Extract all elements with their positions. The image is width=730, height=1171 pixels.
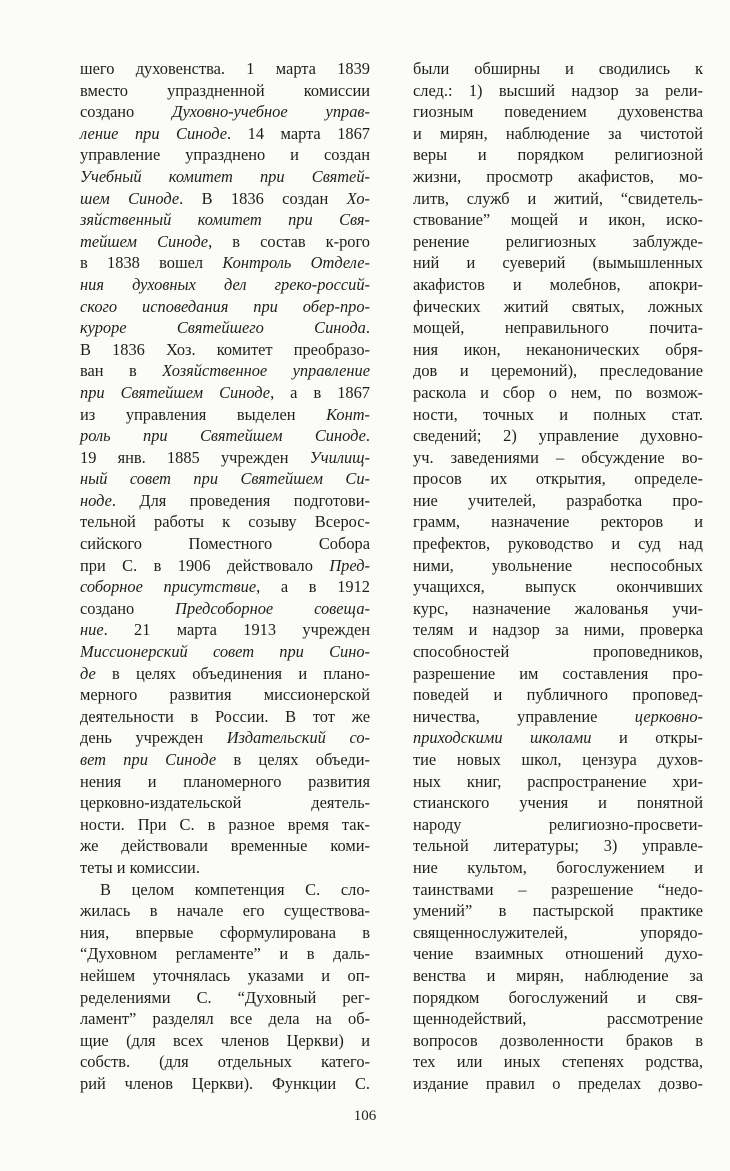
text-line (413, 123, 703, 145)
text-line (80, 166, 370, 188)
text-segment: чение взаимных отношений духо- (413, 944, 703, 964)
text-line (413, 879, 703, 901)
text-segment: ределениями С. “Духовный рег- (80, 987, 370, 1007)
text-segment: создано (80, 102, 173, 122)
text-line (413, 598, 703, 620)
text-line (413, 252, 703, 274)
italic-term: Хозяйственное управление (162, 361, 370, 381)
text-segment: . (365, 426, 370, 446)
text-line (80, 576, 370, 598)
text-segment: вопросов дозволенности браков в (413, 1030, 703, 1050)
text-segment: , а в 1912 (256, 577, 370, 597)
text-segment: ван в (80, 361, 163, 381)
text-line (413, 447, 703, 469)
text-line (80, 706, 370, 728)
text-segment: курс, назначение жалованья учи- (413, 598, 703, 618)
text-line (413, 771, 703, 793)
text-line (413, 404, 703, 426)
text-line (413, 1030, 703, 1052)
text-segment: ных книг, распространение хри- (413, 771, 703, 791)
text-line (80, 857, 370, 879)
text-line (80, 814, 370, 836)
text-segment: ний и суеверий (вымышленных (413, 253, 703, 273)
text-segment: ние культом, богослужением и (413, 857, 703, 877)
text-segment: сийского Поместного Собора (80, 534, 370, 554)
text-segment: были обширны и сводились к (413, 59, 703, 78)
text-segment: день учрежден (80, 728, 227, 748)
text-line (80, 58, 370, 80)
text-segment: деятельности в России. В тот же (80, 706, 370, 726)
text-line (80, 425, 370, 447)
text-line (413, 555, 703, 577)
text-segment: венства и мирян, наблюдение за (413, 965, 703, 985)
text-line (413, 922, 703, 944)
text-segment: в целях объединения и плано- (95, 663, 370, 683)
text-segment: теты и комиссии. (80, 857, 200, 877)
text-line (80, 900, 370, 922)
italic-term: ния духовных дел греко-россий- (80, 274, 370, 294)
text-segment: умений” в пастырской практике (413, 901, 703, 921)
text-segment: префектов, руководство и суд над (413, 534, 703, 554)
text-segment: создано (80, 598, 176, 618)
text-line (80, 943, 370, 965)
italic-term: Миссионерский совет при Сино- (80, 642, 370, 662)
text-line (413, 619, 703, 641)
italic-term: ского исповедания при обер-про- (80, 296, 370, 316)
text-line (80, 771, 370, 793)
text-segment: грамм, назначение ректоров и (413, 512, 703, 532)
text-line (413, 792, 703, 814)
text-line (413, 490, 703, 512)
text-segment: тие новых школ, цензура духов- (413, 750, 703, 769)
text-line (413, 663, 703, 685)
text-segment: , а в 1867 (270, 382, 371, 402)
italic-term: Духовно-учебное управ- (172, 102, 370, 122)
text-line (80, 360, 370, 382)
italic-term: Учебный комитет при Святей- (80, 166, 370, 186)
text-line (80, 188, 370, 210)
text-line (413, 900, 703, 922)
text-line (413, 209, 703, 231)
text-line (80, 792, 370, 814)
text-line (413, 987, 703, 1009)
text-segment: при С. в 1906 действовало (80, 555, 330, 575)
italic-term: ноде (80, 490, 112, 510)
text-line (413, 1073, 703, 1095)
text-line (413, 382, 703, 404)
text-segment: способностей проповедников, (413, 642, 703, 662)
text-segment: щеннодействий, рассмотрение (413, 1009, 703, 1029)
text-segment: в целях объеди- (216, 750, 370, 769)
italic-term: шем Синоде (80, 188, 180, 208)
italic-term: тейшем Синоде (80, 231, 209, 251)
text-line (413, 1051, 703, 1073)
text-segment: поведей и публичного проповед- (413, 685, 703, 705)
text-line (80, 879, 370, 901)
text-line (80, 1030, 370, 1052)
text-line (413, 706, 703, 728)
italic-term: соборное присутствие (80, 577, 257, 597)
text-segment: . 21 марта 1913 учрежден (103, 620, 370, 640)
text-segment: акафистов и молебнов, апокри- (413, 274, 703, 294)
text-segment: “Духовном регламенте” и в даль- (80, 944, 370, 964)
page-number: 106 (353, 1108, 377, 1124)
text-line (413, 468, 703, 490)
text-segment: управление упразднено и создан (80, 145, 370, 165)
text-line (413, 80, 703, 102)
text-line (413, 857, 703, 879)
italic-term: зяйственный комитет при Свя- (80, 210, 370, 230)
text-line (80, 101, 370, 123)
text-segment: тельной работы к созыву Всерос- (80, 512, 370, 532)
text-line (413, 576, 703, 598)
italic-term: Контроль Отделе- (222, 253, 370, 273)
text-segment: разрешение им составления про- (413, 663, 703, 683)
text-segment: ствование” мощей и икон, иско- (413, 210, 703, 230)
text-line (80, 749, 370, 771)
italic-term: Училищ- (309, 447, 370, 467)
text-segment: народу религиозно-просвети- (413, 814, 703, 834)
italic-term: приходскими школами (413, 728, 592, 748)
text-line (80, 468, 370, 490)
italic-term: ный совет при Святейшем Си- (80, 469, 370, 489)
italic-term: куроре Святейшего Синода (80, 318, 366, 338)
text-line (413, 144, 703, 166)
italic-term: ление при Синоде (80, 123, 228, 143)
text-line (413, 814, 703, 836)
text-line (80, 296, 370, 318)
text-line (80, 231, 370, 253)
text-segment: 19 янв. 1885 учрежден (80, 447, 310, 467)
text-segment: ние учителей, разработка про- (413, 490, 703, 510)
text-segment: вместо упраздненной комиссии (80, 80, 370, 100)
text-line (413, 533, 703, 555)
text-segment: щие (для всех членов Церкви) и (80, 1030, 370, 1050)
text-segment: шего духовенства. 1 марта 1839 (80, 59, 370, 78)
text-segment: жизни, просмотр акафистов, мо- (413, 166, 703, 186)
text-line (413, 231, 703, 253)
text-line (80, 252, 370, 274)
text-segment: сведений; 2) управление духовно- (413, 426, 703, 446)
text-line (80, 987, 370, 1009)
text-segment: священнослужителей, упорядо- (413, 922, 703, 942)
italic-term: Хо- (346, 188, 370, 208)
text-line (80, 382, 370, 404)
text-segment: В целом компетенция С. сло- (100, 879, 370, 899)
text-segment: телям и надзор за ними, проверка (413, 620, 703, 640)
text-line (80, 490, 370, 512)
text-segment: таинствами – разрешение “недо- (413, 879, 703, 899)
text-segment: мерного развития миссионерской (80, 685, 370, 705)
text-line (413, 835, 703, 857)
text-segment: ничества, управление (413, 706, 635, 726)
text-segment: собств. (для отдельных катего- (80, 1052, 370, 1072)
text-line (413, 511, 703, 533)
italic-term: при Святейшем Синоде (80, 382, 271, 402)
text-line (80, 339, 370, 361)
text-line (80, 511, 370, 533)
text-segment: в 1838 вошел (80, 253, 223, 273)
text-segment: нейшем уточнялась указами и оп- (80, 965, 370, 985)
italic-term: Издательский со- (226, 728, 370, 748)
text-segment: жилась в начале его существова- (80, 901, 370, 921)
text-segment: ности. При С. в разное время так- (80, 814, 370, 834)
text-segment: дов и церемоний), преследование (413, 361, 703, 381)
italic-term: де (80, 663, 96, 683)
text-line (80, 727, 370, 749)
text-segment: нения и планомерного развития (80, 771, 370, 791)
text-line (80, 317, 370, 339)
text-segment: же действовали временные коми- (80, 836, 370, 856)
text-line (413, 943, 703, 965)
text-line (413, 360, 703, 382)
text-segment: тельной литературы; 3) управле- (413, 836, 703, 856)
text-line (413, 727, 703, 749)
text-segment: . В 1836 создан (179, 188, 347, 208)
text-segment: ламент” разделял все дела на об- (80, 1009, 370, 1029)
text-line (80, 598, 370, 620)
text-line (80, 619, 370, 641)
text-segment: ности, точных и полных стат. (413, 404, 703, 424)
text-line (80, 447, 370, 469)
text-line (80, 404, 370, 426)
text-segment: ними, увольнение неспособных (413, 555, 703, 575)
text-line (80, 1008, 370, 1030)
right-column (413, 58, 703, 1095)
text-line (80, 922, 370, 944)
text-segment: ния икон, неканонических обря- (413, 339, 703, 359)
text-line (413, 749, 703, 771)
text-line (413, 317, 703, 339)
text-segment: рий членов Церкви). Функции С. (80, 1073, 370, 1093)
text-segment: раскола и сбор о нем, по возмож- (413, 382, 703, 402)
text-segment: В 1836 Хоз. комитет преобразо- (80, 339, 370, 359)
text-segment: просов их открытия, определе- (413, 469, 703, 489)
text-line (80, 144, 370, 166)
text-segment: литв, служб и житий, “свидетель- (413, 188, 703, 208)
text-line (413, 684, 703, 706)
text-line (80, 663, 370, 685)
text-line (413, 641, 703, 663)
text-segment: и откры- (591, 728, 703, 748)
italic-term: Пред- (329, 555, 370, 575)
text-segment: порядком богослужений и свя- (413, 987, 703, 1007)
text-segment: учащихся, выпуск окончивших (413, 577, 703, 597)
text-line (80, 1073, 370, 1095)
text-line (80, 123, 370, 145)
text-line (413, 101, 703, 123)
text-segment: , в состав к-рого (208, 231, 371, 251)
text-segment: мощей, неправильного почита- (413, 318, 703, 338)
text-segment: уч. заведениями – обсуждение во- (413, 447, 703, 467)
text-segment: и мирян, наблюдение за чистотой (413, 123, 703, 143)
text-line (413, 965, 703, 987)
italic-term: Предсоборное совеща- (175, 598, 370, 618)
text-segment: церковно-издательской деятель- (80, 793, 370, 813)
text-segment: гиозным поведением духовенства (413, 102, 703, 122)
italic-term: Конт- (326, 404, 370, 424)
text-segment: веры и порядком религиозной (413, 145, 703, 165)
text-line (80, 641, 370, 663)
italic-term: роль при Святейшем Синоде (80, 426, 366, 446)
text-line (413, 274, 703, 296)
text-segment: . 14 марта 1867 (227, 123, 370, 143)
text-line (80, 555, 370, 577)
left-column (80, 58, 370, 1095)
text-line (413, 425, 703, 447)
text-line (80, 274, 370, 296)
text-line (413, 188, 703, 210)
italic-term: вет при Синоде (80, 750, 217, 769)
text-line (80, 965, 370, 987)
text-segment: след.: 1) высший надзор за рели- (413, 80, 703, 100)
text-segment: ния, впервые сформулирована в (80, 922, 370, 942)
text-line (80, 1051, 370, 1073)
text-line (413, 166, 703, 188)
text-segment: стианского учения и понятной (413, 793, 703, 813)
text-segment: тех или иных степенях родства, (413, 1052, 703, 1072)
text-line (413, 58, 703, 80)
text-line (80, 533, 370, 555)
text-line (413, 1008, 703, 1030)
text-segment: издание правил о пределах дозво- (413, 1073, 703, 1093)
text-line (80, 684, 370, 706)
text-segment: ренение религиозных заблужде- (413, 231, 703, 251)
text-line (80, 209, 370, 231)
text-line (80, 835, 370, 857)
text-segment: . Для проведения подготови- (111, 490, 370, 510)
text-segment: из управления выделен (80, 404, 327, 424)
italic-term: ние (80, 620, 104, 640)
text-line (413, 296, 703, 318)
text-segment: фических житий святых, ложных (413, 296, 703, 316)
text-line (80, 80, 370, 102)
text-segment: . (365, 318, 370, 338)
text-line (413, 339, 703, 361)
italic-term: церковно- (634, 706, 703, 726)
